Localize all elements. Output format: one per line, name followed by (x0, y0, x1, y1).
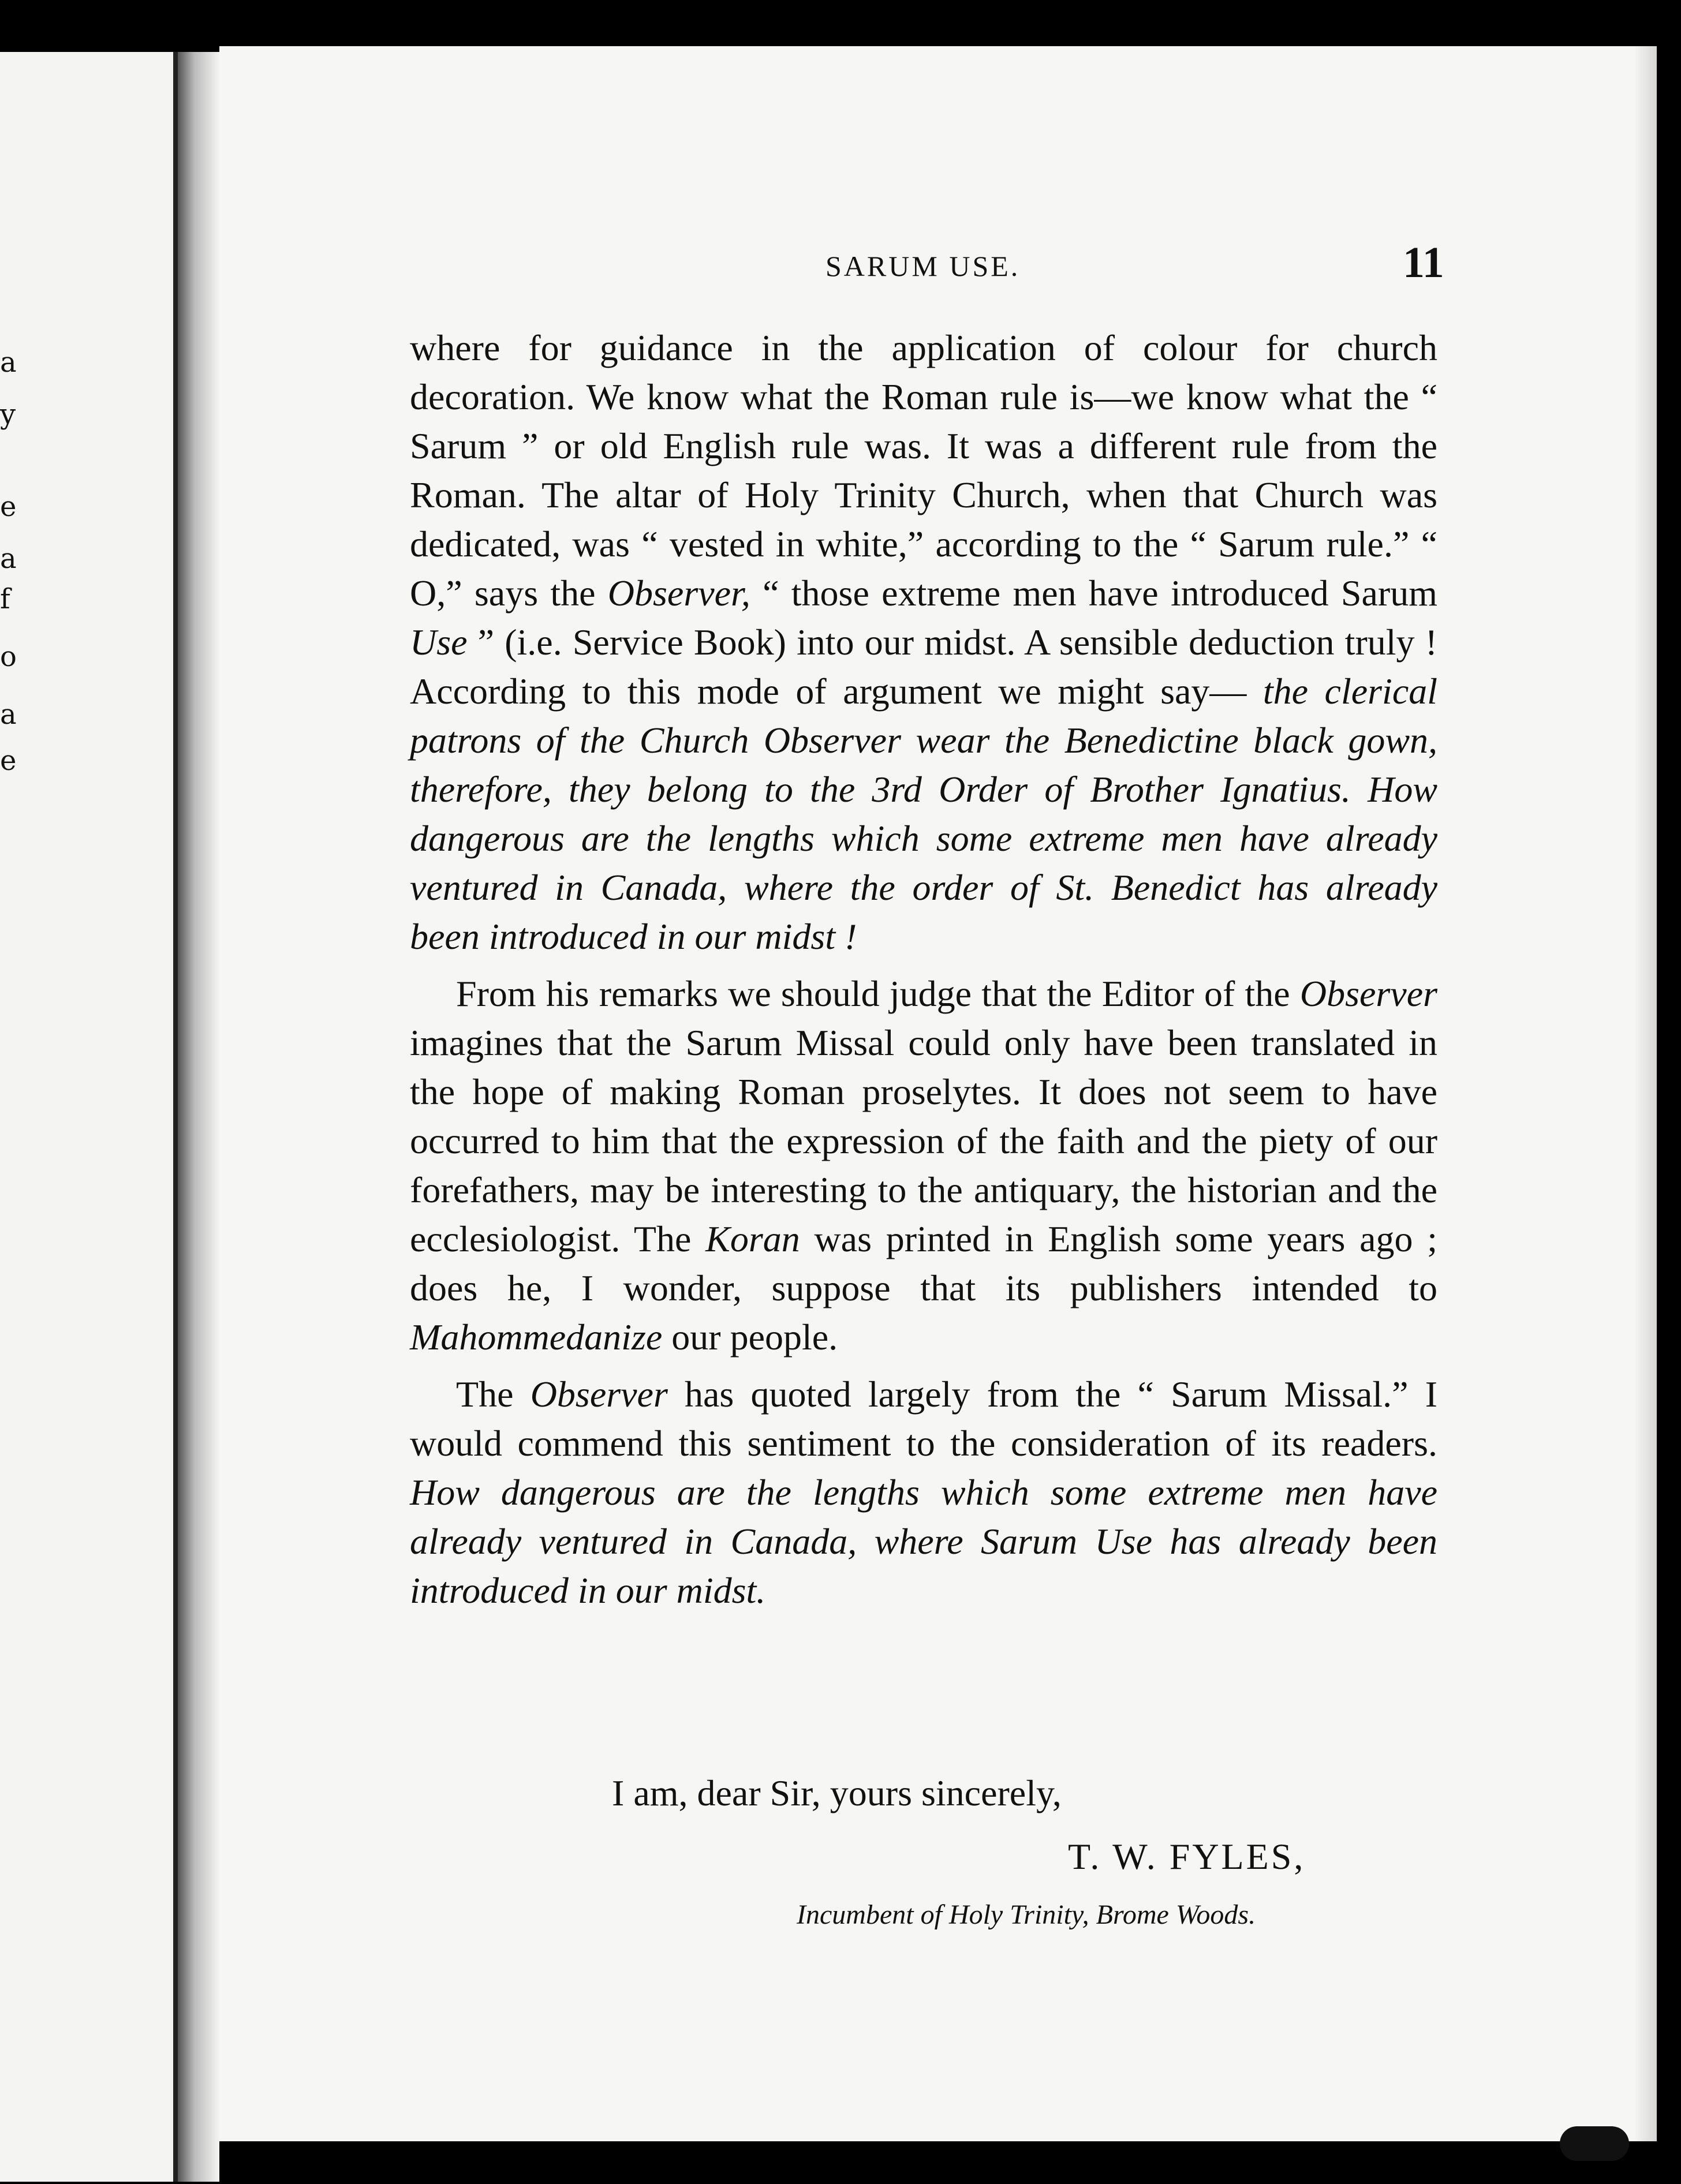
italic-run: Koran (705, 1218, 800, 1259)
facing-page-edge (0, 52, 219, 2182)
signature-name: T. W. FYLES, (1068, 1836, 1306, 1877)
facing-page-letter: y (0, 398, 16, 431)
text-run: where for guidance in the application of colour for church decoration. We know what the Roman rule is—we know what the “ Sarum ” or old English rule was. It was a different rule from the Roman. The altar of Holy Trinity Church, when that Church was dedicated, was “ vested in white,” according to the “ Sarum rule.” “ O,” says the (410, 327, 1437, 614)
page-number: 11 (1403, 238, 1444, 287)
text-run: “ those extreme men have introduced Sarum (750, 573, 1438, 614)
italic-run: Mahommedanize (410, 1317, 663, 1357)
facing-page-letter: o (0, 641, 17, 673)
italic-run: Observer (530, 1374, 668, 1415)
italic-run: Use (410, 622, 468, 663)
book-page (219, 46, 1657, 2141)
text-run: was printed in English some years ago ; does he, I wonder, suppose that its publishers intended to (410, 1218, 1438, 1308)
text-run: ” (i.e. Service Book) into our midst. A sensible deduction truly ! According to this mode of argument we might say— (410, 622, 1437, 712)
paragraph-1 (410, 323, 1437, 961)
facing-page-letter: a (0, 698, 17, 731)
facing-page-letter: a (0, 543, 17, 575)
gutter-shadow (178, 52, 219, 2182)
text-run: our people. (662, 1317, 838, 1357)
facing-page-letter: e (0, 745, 17, 777)
running-head: SARUM USE. (825, 250, 1021, 282)
text-run: imagines that the Sarum Missal could only have been translated in the hope of making Roman proselytes. It does not seem to have occurred to him that the expression of the faith and the piety of our forefathers, may be interesting to the antiquary, the historian and the ecclesiologist. The (410, 1022, 1437, 1259)
signature-title: Incumbent of Holy Trinity, Brome Woods. (797, 1899, 1256, 1930)
facing-page-letter: a (0, 346, 17, 379)
italic-run: How dangerous are the lengths which some extreme men have already ventured in Canada, where Sarum Use has already been introduced in our midst. (410, 1472, 1437, 1611)
book-spine (173, 52, 178, 2182)
paragraph-2 (410, 969, 1437, 1362)
facing-page-letter: f (0, 583, 10, 615)
text-run: has quoted largely from the “ Sarum Missal.” I would commend this sentiment to the consideration of its readers. (410, 1374, 1438, 1464)
body-text (410, 323, 1437, 1615)
closing-salutation: I am, dear Sir, yours sincerely, (612, 1772, 1062, 1813)
text-run: The (456, 1374, 531, 1415)
facing-page-letter: e (0, 491, 17, 523)
text-run: From his remarks we should judge that the Editor of the (456, 973, 1300, 1014)
paragraph-3 (410, 1370, 1437, 1615)
italic-run: the clerical patrons of the Church Observer wear the Benedictine black gown, therefore, they belong to the 3rd Order of Brother Ignatius. How dangerous are the lengths which some extreme men have already ventured in Canada, where the order of St. Benedict has already been introduced in our midst ! (410, 671, 1438, 957)
italic-run: Observer (1299, 973, 1437, 1014)
scan-edge-blot (1560, 2126, 1629, 2161)
italic-run: Observer, (607, 573, 750, 614)
